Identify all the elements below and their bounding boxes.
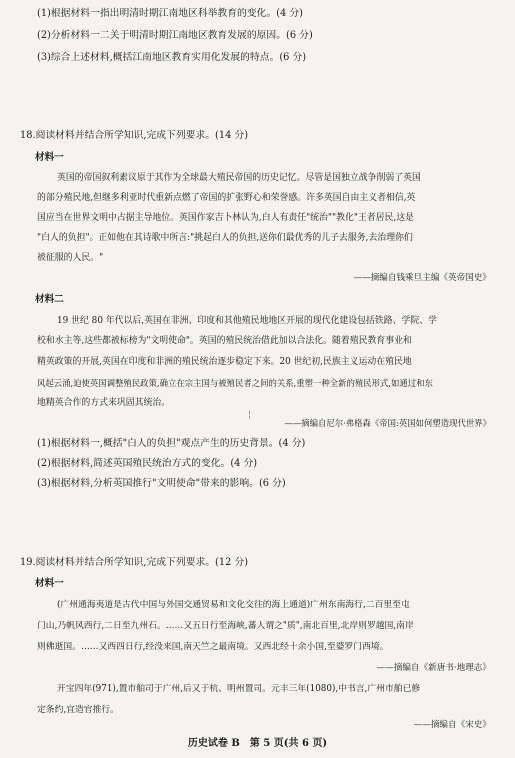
- q18-question-1: (1)根据材料一,概括"白人的负担"观点产生的历史背景。(4 分): [37, 438, 306, 449]
- stray-mark: ¦: [248, 410, 251, 419]
- q18-m2-line-5: 地精英合作的方式来巩固其统治。: [37, 398, 171, 408]
- q18-m1-line-2: 的部分殖民地,但继多利亚时代重新点燃了帝国的扩张野心和荣誉感。许多英国自由主义者相信,英: [37, 193, 416, 203]
- q18-m2-line-2: 校和水主等,这些都被标榜为"文明使命"。英国的殖民统治借此加以合法化。随着殖民教育事业和: [37, 336, 412, 346]
- q19-m1-line-2: 门山,乃帆风西行,二日至九州石。……又五日行至海峡,蕃人谓之"质",南北百里,北岸则罗越国,南岸: [37, 621, 414, 631]
- q18-m2-line-4: 风起云涌,迫使英国调整殖民政策,确立在宗主国与被殖民者之间的关系,重塑一种全新的殖民形式,如通过和东: [37, 378, 433, 388]
- q18-m1-line-4: "白人的负担"。正如他在其诗歌中所言:"挑起白人的负担,送你们最优秀的儿子去服务,去治理你们: [37, 233, 413, 243]
- q19-m1-line-1: (广州通海夷道是古代中国与外国交通贸易和文化交往的海上通道)广州东南海行,二百里至屯: [57, 600, 410, 610]
- q19-material1-title: 材料一: [35, 578, 64, 589]
- q18-m1-line-1: 英国的帝国叙利素议原于其作为全球最大殖民帝国的历史记忆。尽管是国独立战争削弱了英国: [57, 173, 421, 183]
- page-footer: 历史试卷 B 第 5 页(共 6 页): [187, 738, 328, 749]
- q19-m2-line-1: 开宝四年(971),置市舶司于广州,后又于杭、明州置司。元丰三年(1080),中书言,广州市舶已修: [57, 684, 421, 694]
- q18-material1-title: 材料一: [35, 152, 64, 163]
- q18-heading: 18.阅读材料并结合所学知识,完成下列要求。(14 分): [20, 130, 249, 141]
- q18-m2-line-3: 精英政策的开展,英国在印度和非洲的殖民统治逐步稳定下来。20 世纪初,民族主义运动在殖民地: [37, 357, 412, 367]
- q18-question-3: (3)根据材料,分析英国推行"文明使命"带来的影响。(6 分): [37, 478, 286, 489]
- q18-m2-line-1: 19 世纪 80 年代以后,英国在非洲、印度和其他殖民地地区开展的现代化建设包括铁路、学院、学: [57, 316, 437, 326]
- q18-m1-line-5: 被征服的人民。": [37, 253, 104, 263]
- q17-question-3: (3)综合上述材料,概括江南地区教育实用化发展的特点。(6 分): [37, 52, 307, 63]
- q19-m2-line-2: 定条约,宜造官推行。: [37, 705, 119, 715]
- q17-question-1: (1)根据材料一指出明清时期江南地区科举教育的变化。(4 分): [37, 8, 303, 19]
- q19-m1-line-3: 则佛逝国。……又西四日行,经没来国,南天竺之最南境。又西北经十余小国,至婆罗门西境。: [37, 642, 389, 652]
- q19-m1-source: ——摘编自《新唐书·地理志》: [376, 663, 491, 673]
- q19-m2-source: ——摘编自《宋史》: [413, 720, 491, 730]
- q18-m2-source: ——摘编自尼尔·弗格森《帝国:英国如何塑造现代世界》: [284, 418, 491, 428]
- q18-question-2: (2)根据材料,简述英国殖民统治方式的变化。(4 分): [37, 458, 258, 469]
- q18-m1-line-3: 国应当在世界文明中占据主导地位。英国作家吉卜林认为,白人有责任"统治""教化"王者居民,这是: [37, 213, 414, 223]
- q18-m1-source: ——摘编自钱乘旦主编《英帝国史》: [353, 273, 491, 283]
- q19-heading: 19.阅读材料并结合所学知识,完成下列要求。(12 分): [20, 557, 249, 568]
- q18-material2-title: 材料二: [35, 294, 64, 305]
- q17-question-2: (2)分析材料一二关于明清时期江南地区教育发展的原因。(6 分): [37, 30, 313, 41]
